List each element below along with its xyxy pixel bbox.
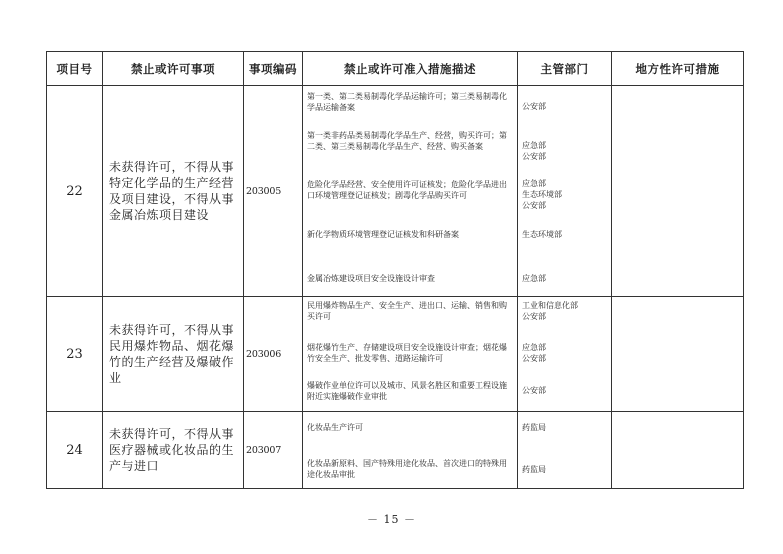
table-row	[47, 86, 744, 297]
department-text: 药监局	[522, 423, 546, 432]
header-code: 事项编码	[244, 52, 303, 86]
header-item-number: 项目号	[47, 52, 103, 86]
item-name: 未获得许可，不得从事医疗器械或化妆品的生产与进口	[103, 412, 244, 489]
header-local-measure: 地方性许可措施	[612, 52, 744, 86]
item-number: 24	[47, 412, 103, 489]
header-measure: 禁止或许可准入措施描述	[303, 52, 518, 86]
local-measure-cell	[612, 86, 744, 297]
measure-text: 危险化学品经营、安全使用许可证核发；危险化学品进出口环境管理登记证核发；剧毒化学品购买许可	[307, 180, 507, 200]
header-item: 禁止或许可事项	[103, 52, 244, 86]
measure-text: 爆破作业单位许可以及城市、风景名胜区和重要工程设施附近实施爆破作业审批	[307, 381, 507, 401]
measure-text: 新化学物质环境管理登记证核发和科研备案	[307, 230, 459, 239]
item-number: 22	[47, 86, 103, 297]
measure-text: 民用爆炸物品生产、安全生产、进出口、运输、销售和购买许可	[307, 301, 507, 321]
department-text: 生态环境部	[522, 230, 562, 239]
measure-list	[303, 86, 518, 297]
department-text: 应急部 公安部	[522, 343, 546, 363]
page-number: － 15 －	[367, 513, 416, 526]
item-number: 23	[47, 297, 103, 412]
table-row	[47, 412, 744, 489]
measure-text: 化妆品新原料、国产特殊用途化妆品、首次进口的特殊用途化妆品审批	[307, 459, 507, 479]
department-text: 工业和信息化部 公安部	[522, 301, 578, 321]
department-text: 应急部 生态环境部 公安部	[522, 179, 562, 210]
department-text: 应急部	[522, 274, 546, 283]
measure-text: 化妆品生产许可	[307, 423, 363, 432]
permit-table	[46, 51, 744, 489]
header-row	[47, 52, 744, 86]
department-text: 公安部	[522, 102, 546, 111]
department-text: 应急部 公安部	[522, 141, 546, 161]
local-measure-cell	[612, 412, 744, 489]
department-text: 公安部	[522, 386, 546, 395]
department-list	[518, 297, 612, 412]
measure-text: 第一类、第二类易制毒化学品运输许可；第三类易制毒化学品运输备案	[307, 92, 507, 112]
item-code: 203006	[244, 297, 303, 412]
item-code: 203005	[244, 86, 303, 297]
department-list	[518, 412, 612, 489]
table-row	[47, 297, 744, 412]
measure-list	[303, 412, 518, 489]
item-name: 未获得许可，不得从事特定化学品的生产经营及项目建设，不得从事金属冶炼项目建设	[103, 86, 244, 297]
local-measure-cell	[612, 297, 744, 412]
measure-text: 第一类非药品类易制毒化学品生产、经营，购买许可；第二类、第三类易制毒化学品生产、经营、购买备案	[307, 131, 507, 151]
measure-text: 烟花爆竹生产、存储建设项目安全设施设计审查；烟花爆竹安全生产、批发零售、道路运输许可	[307, 343, 507, 363]
header-department: 主管部门	[518, 52, 612, 86]
item-code: 203007	[244, 412, 303, 489]
department-text: 药监局	[522, 465, 546, 474]
measure-text: 金属冶炼建设项目安全设施设计审查	[307, 274, 435, 283]
department-list	[518, 86, 612, 297]
measure-list	[303, 297, 518, 412]
item-name: 未获得许可，不得从事民用爆炸物品、烟花爆竹的生产经营及爆破作业	[103, 297, 244, 412]
